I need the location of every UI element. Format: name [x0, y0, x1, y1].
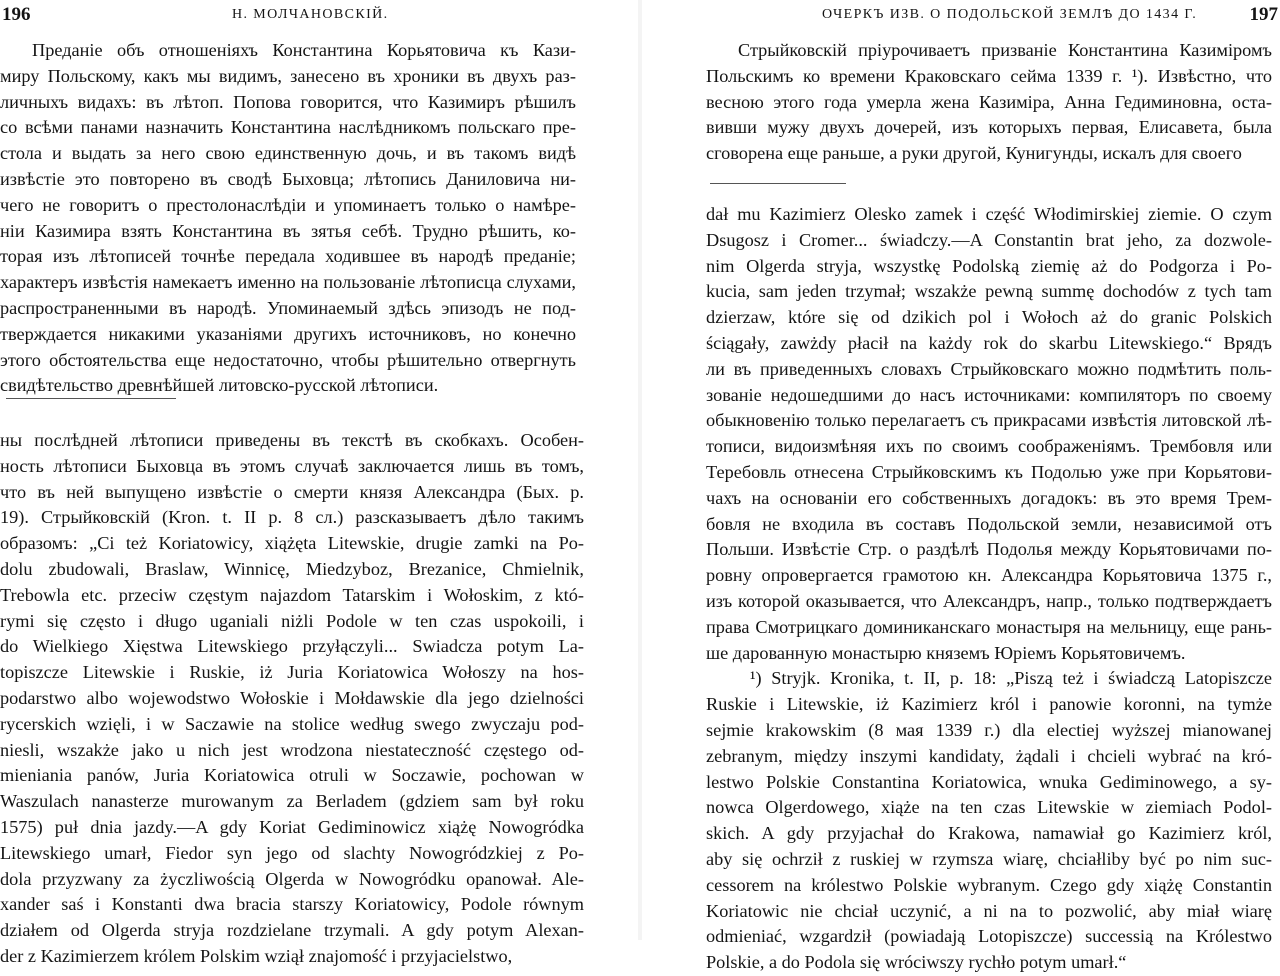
text-line: этого обстоятельства еще недостаточно, чтобы рѣшительно отвергнуть	[0, 349, 576, 370]
text-line: nim Olgerda stryja, wszystkę Podolską ziemię aż do Podgorza i Po-	[706, 255, 1272, 276]
left-running-head: Н. МОЛЧАНОВСКІЙ.	[232, 7, 389, 22]
text-line: чего не говоритъ о престолонаслѣдіи и упоминаетъ только о намѣре-	[0, 194, 576, 215]
text-line: что въ ней выпущено извѣстіе о смерти князя Александра (Бых. р.	[0, 481, 584, 502]
text-line: Польскимъ ко времени Краковскаго сейма 1339 г. ¹). Извѣстно, что	[706, 65, 1272, 86]
text-line: topiszcze Litewskie i Ruskie, iż Juria Koriatowica Wołoszy na hos-	[0, 662, 584, 683]
text-line: nowca Olgerdowego, xiąże na ten czas Litewskie w ziemiach Podol-	[706, 797, 1272, 818]
text-line: ¹) Stryjk. Kronika, t. II, p. 18: „Piszą też i świadczą Latopiszcze	[750, 668, 1272, 689]
text-line: миру Польскому, какъ мы видимъ, занесено въ хроники въ двухъ раз-	[0, 65, 576, 86]
text-line: образомъ: „Ci też Koriatowicy, xiążęta Litewskie, drugie zamki na Po-	[0, 533, 584, 554]
text-line: чахъ на основаніи его собственныхъ догадокъ: въ это время Трем-	[706, 487, 1272, 508]
text-line: działem od Olgerda stryja rozdzielane trzymali. A gdy potym Alexan-	[0, 920, 584, 941]
book-gutter	[638, 0, 642, 940]
text-line: бовля не входила въ составъ Подольской земли, независимой отъ	[706, 513, 1272, 534]
text-line: 19). Стрыйковскій (Kron. t. II p. 8 сл.) разсказываетъ дѣло такимъ	[0, 507, 584, 528]
text-line: der z Kazimierzem królem Polskim wziął znajomość i przyjacielstwo,	[0, 945, 513, 966]
text-line: Koriatowic nie chciał uczynić, a ni na to pozwolić, aby miał wiarę	[706, 900, 1272, 921]
text-line: личныхъ видахъ: въ лѣтоп. Попова говорится, что Казимиръ рѣшилъ	[0, 91, 576, 112]
text-line: skich. A gdy przyjachał do Krakowa, namawiał go Kazimierz król,	[706, 823, 1272, 844]
text-line: изъ которой оказывается, что Александръ, напр., только подтверждаетъ	[706, 590, 1272, 611]
text-line: Теребовль отнесена Стрыйковскимъ къ Подолью уже при Корьятови-	[706, 461, 1272, 482]
text-line: Trebowla etc. przeciw częstym najazdom Tatarskim i Wołoskim, z któ-	[0, 584, 584, 605]
text-line: ны послѣдней лѣтописи приведены въ текстѣ въ скобкахъ. Особен-	[0, 430, 584, 450]
text-line: ность лѣтописи Быховца въ этомъ случаѣ заключается лишь въ томъ,	[0, 455, 584, 476]
text-line: обыкновенію только перелагаетъ съ прикрасами извѣстія литовской лѣ-	[706, 410, 1272, 431]
text-line: весною этого года умерла жена Казиміра, Анна Гедиминовна, оста-	[706, 91, 1272, 112]
text-line: zebranym, między inszymi kandidaty, żądali i chcieli wybrać na kró-	[706, 745, 1272, 766]
text-line: Ruskie i Litewskie, iż Kazimierz król i panowie koronni, na tymże	[706, 694, 1272, 715]
left-main-text	[0, 38, 576, 399]
text-line: ли въ приведенныхъ словахъ Стрыйковскаго можно подмѣтить поль-	[706, 358, 1272, 379]
text-line: dolu zbudowali, Braslaw, Winnicę, Miedzyboz, Brezanice, Chmielnik,	[0, 558, 584, 579]
right-running-head: ОЧЕРКЪ ИЗВ. О ПОДОЛЬСКОЙ ЗЕМЛѢ ДО 1434 Г.	[822, 7, 1198, 22]
text-line: сговорена еще раньше, а руки другой, Кунигунды, искалъ для своего	[706, 143, 1242, 164]
text-line: dał mu Kazimierz Olesko zamek i część Włodimirskiej ziemie. O czym	[706, 204, 1272, 224]
text-line: rymi się często i długo uganiali niżli Podole w ten czas uspokoili, i	[0, 610, 584, 631]
footnote-separator	[6, 398, 176, 399]
text-line: Стрыйковскій пріурочиваетъ призваніе Константина Казиміромъ	[738, 40, 1272, 60]
text-line: зованіе недошедшими до насъ источниками: компиляторъ по своему	[706, 384, 1272, 405]
right-page-header	[652, 4, 1278, 26]
text-line: kucia, sam jeden trzymał; wszakże pewną summę dochodów z tych tam	[706, 281, 1272, 302]
text-line: Dsugosz i Cromer... świadczy.—A Constantin brat jeho, za dozwole-	[706, 229, 1272, 250]
right-main-text	[706, 38, 1272, 167]
text-line: odmieniać, wzgardził (powiadają Lotopiszcze) successią na Królestwo	[706, 926, 1272, 947]
text-line: характеръ извѣстія намекаетъ именно на пользованіе лѣтописца слухами,	[0, 272, 576, 293]
right-footnote-text	[706, 202, 1272, 976]
text-line: podarstwo albo wojewodstwo Wołoskie i Mołdawskie dla jego dzielności	[0, 687, 584, 708]
left-footnote-text	[0, 428, 584, 970]
text-line: стола и выдать за него свою единственную дочь, и въ такомъ видѣ	[0, 143, 576, 164]
text-line: lestwo Polskie Constantina Koriatowica, wnuka Gediminowego, a sy-	[706, 771, 1272, 792]
text-line: Polskie, a do Podola się wróciwszy rychło potym umarł.“	[706, 952, 1127, 973]
footnote-separator	[710, 183, 846, 184]
text-line: dola przyzwany za życzliwością Olgerda w Nowogródku opanował. Ale-	[0, 868, 584, 889]
text-line: вивши мужу двухъ дочерей, изъ которыхъ первая, Елисавета, была	[706, 117, 1272, 138]
text-line: aby się ochrził z ruskiej w rzymsza wiarę, chciałliby być po nim suc-	[706, 848, 1272, 869]
text-line: rycerskich wzięli, i w Saczawie na stolice według swego zwyczaju pod-	[0, 713, 584, 734]
text-line: sejmie krakowskim (8 мая 1339 г.) dla electiej wyższej mianowanej	[706, 719, 1272, 740]
text-line: свидѣтельство древнѣйшей литовско-русской лѣтописи.	[0, 375, 439, 396]
text-line: извѣстіе это повторено въ сводѣ Быховца; лѣтопись Даниловича ни-	[0, 168, 576, 189]
text-line: Преданіе объ отношеніяхъ Константина Корьятовича къ Кази-	[32, 40, 576, 60]
text-line: Waszulach nanasterze murowanym za Berladem (gdziem sam był roku	[0, 791, 584, 812]
text-line: 1575) puł dnia jazdy.—A gdy Koriat Gediminowicz xiążę Nowogródka	[0, 816, 584, 837]
text-line: ше дарованную монастырю княземъ Юріемъ Корьятовичемъ.	[706, 642, 1186, 663]
text-line: со всѣми панами назначить Константина наслѣдникомъ польскаго пре-	[0, 117, 576, 138]
right-page-number: 197	[1249, 4, 1278, 25]
left-page-header	[2, 4, 630, 26]
text-line: Litewskiego umarł, Fiedor syn jego od slachty Nowogródzkiej z Po-	[0, 842, 584, 863]
text-line: тописи, видоизмѣняя ихъ по своимъ соображеніямъ. Трембовля или	[706, 436, 1272, 457]
text-line: cessorem na królestwo Polskie wybranym. Czego gdy xiążę Constantin	[706, 874, 1272, 895]
text-line: ровну опровергается грамотою кн. Александра Корьятовича 1375 г.,	[706, 565, 1272, 586]
text-line: Польши. Извѣстіе Стр. о раздѣлѣ Подолья между Корьятовичами по-	[706, 539, 1272, 560]
text-line: do Wielkiego Xięstwa Litewskiego przyłączyli... Swiadcza potym La-	[0, 636, 584, 657]
text-line: ściągały, zawżdy płacił na każdy rok do skarbu Litewskiego.“ Врядъ	[706, 332, 1272, 353]
left-page-number: 196	[2, 4, 31, 25]
text-line: xander saś i Konstanti dwa bracia starszy Koriatowicy, Podole równym	[0, 894, 584, 915]
text-line: dzierzaw, które się od dzikich pol i Wołoch aż do granic Polskich	[706, 307, 1272, 328]
text-line: тверждается никакими указаніями другихъ источниковъ, но конечно	[0, 323, 576, 344]
text-line: ніи Казимира взять Константина въ зятья себѣ. Трудно рѣшить, ко-	[0, 220, 576, 241]
text-line: распространенными въ народѣ. Упоминаемый здѣсь эпизодъ не под-	[0, 297, 576, 318]
text-line: права Смотрицкаго доминиканскаго монастыря на мельницу, еще рань-	[706, 616, 1272, 637]
text-line: niesli, wszakże jako u nich jest wrodzona niestateczność częstego od-	[0, 739, 584, 760]
text-line: торая изъ лѣтописей точнѣе передала ходившее въ народѣ преданіе;	[0, 246, 576, 267]
text-line: mieniania panów, Juria Koriatowica otruli w Soczawie, pochowan w	[0, 765, 584, 786]
right-page	[644, 0, 1280, 973]
left-page	[0, 0, 636, 966]
